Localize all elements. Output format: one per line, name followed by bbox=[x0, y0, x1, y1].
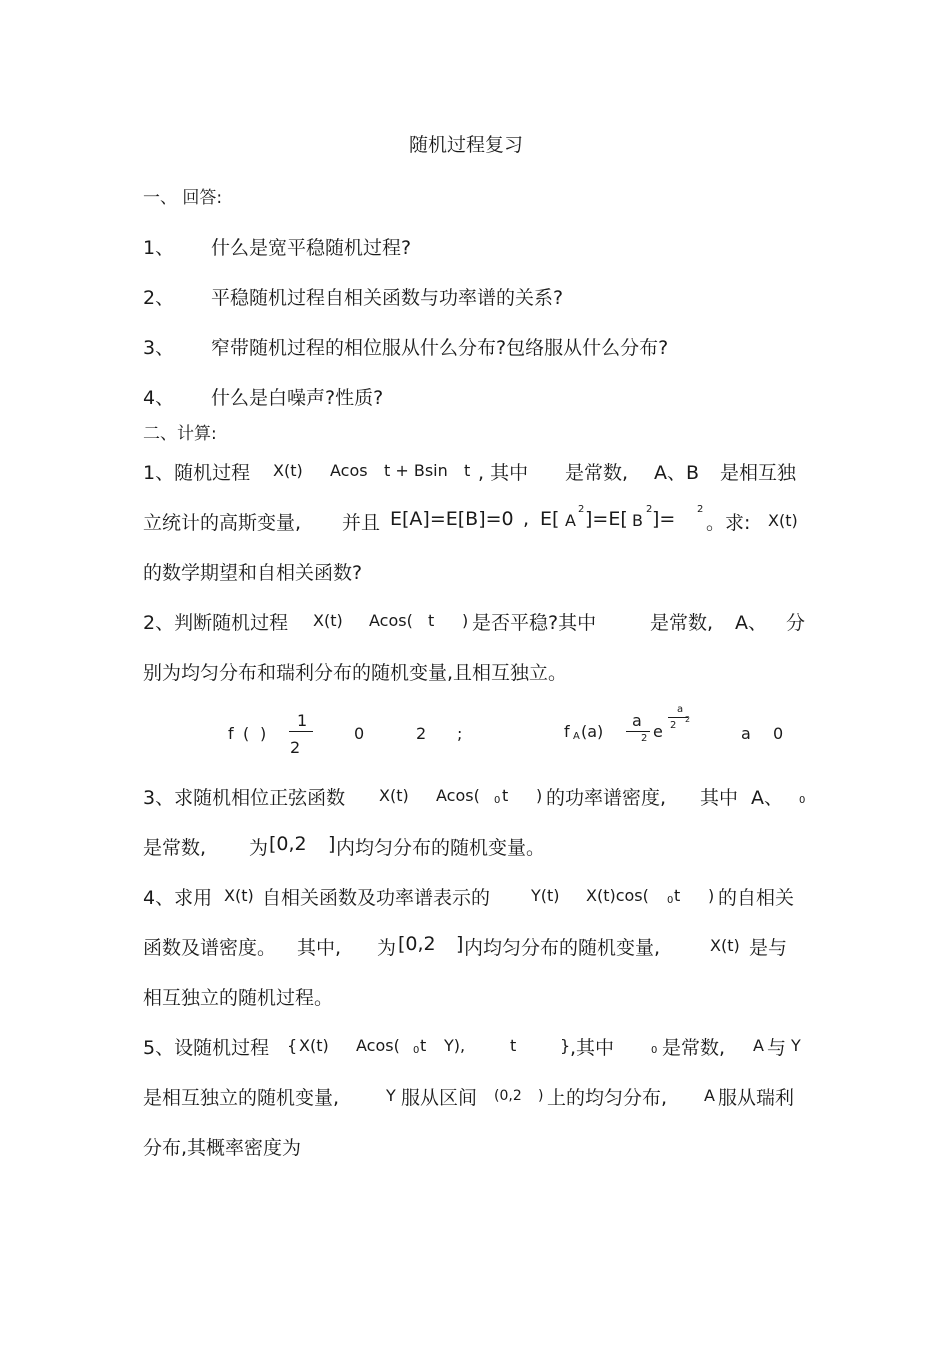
q1-number: 1、 bbox=[143, 237, 175, 259]
p5-line1-k: 0 bbox=[651, 1045, 658, 1056]
p4-line2-f: 内均匀分布的随机变量, bbox=[464, 937, 661, 959]
p1-line2-n: X(t) bbox=[768, 511, 798, 530]
p4-line2-h: 是与 bbox=[749, 937, 788, 959]
p4-line2-e: ] bbox=[456, 933, 464, 955]
q4-text: 什么是白噪声?性质? bbox=[211, 387, 384, 409]
p5-line1-i: } bbox=[560, 1036, 571, 1055]
formula2-zero: 0 bbox=[773, 724, 784, 743]
p1-line1-a: 1、随机过程 bbox=[143, 462, 251, 484]
formula2-subscript: A bbox=[573, 731, 580, 742]
p5-line1-a: 5、设随机过程 bbox=[143, 1037, 270, 1059]
q1-text: 什么是宽平稳随机过程? bbox=[211, 237, 412, 259]
p1-line2-a: 立统计的高斯变量, bbox=[143, 512, 302, 534]
p1-line1-e: t bbox=[464, 461, 471, 480]
p1-line1-f: , 其中 bbox=[478, 462, 529, 484]
p1-line2-g: 2 bbox=[578, 504, 585, 515]
p3-line1-e: t bbox=[502, 786, 509, 805]
p1-line1-g: 是常数, bbox=[565, 462, 629, 484]
p1-line1-d: t + Bsin bbox=[384, 461, 448, 480]
p3-line1-i: A、 bbox=[751, 787, 783, 809]
q2-text: 平稳随机过程自相关函数与功率谱的关系? bbox=[211, 287, 564, 309]
p1-line2-d: , bbox=[523, 508, 530, 530]
p5-line1-g: Y), bbox=[444, 1036, 466, 1055]
p5-line2-c: 服从区间 bbox=[401, 1087, 478, 1109]
formula1-rparen: ) bbox=[260, 724, 267, 743]
p1-line3: 的数学期望和自相关函数? bbox=[143, 562, 363, 584]
p5-line1-m: A bbox=[753, 1036, 764, 1055]
p1-line2-k: ]= bbox=[652, 508, 676, 530]
p4-line1-a: 4、求用 bbox=[143, 887, 213, 909]
p3-line1-b: X(t) bbox=[379, 786, 409, 805]
formula2-f: f bbox=[564, 722, 570, 741]
formula2-exp-denominator-sup: 2 bbox=[685, 715, 691, 724]
p4-line1-f: 0 bbox=[667, 895, 674, 906]
p5-line2-d: (0,2 bbox=[494, 1088, 522, 1104]
p3-line2-d: ] bbox=[328, 833, 336, 855]
p1-line2-h: ]=E[ bbox=[585, 508, 628, 530]
p4-line1-i: 的自相关 bbox=[718, 887, 795, 909]
formula1-denominator: 2 bbox=[290, 738, 301, 757]
formula1-f: f bbox=[228, 724, 234, 743]
p4-line2-g: X(t) bbox=[710, 936, 740, 955]
formula1-numerator: 1 bbox=[297, 711, 308, 730]
p5-line1-d: Acos( bbox=[356, 1036, 400, 1055]
p3-line1-g: 的功率谱密度, bbox=[546, 787, 667, 809]
p1-line2-i: B bbox=[632, 511, 643, 530]
p4-line1-c: 自相关函数及功率谱表示的 bbox=[262, 887, 491, 909]
p2-line1-i: 分 bbox=[786, 612, 806, 634]
p2-line1-h: A、 bbox=[735, 612, 767, 634]
formula1-two: 2 bbox=[416, 724, 427, 743]
p4-line3: 相互独立的随机过程。 bbox=[143, 987, 334, 1009]
page-title: 随机过程复习 bbox=[409, 134, 524, 156]
formula2-fraction-bar bbox=[626, 731, 650, 732]
p5-line1-o: Y bbox=[791, 1036, 801, 1055]
p1-line1-h: A、B bbox=[654, 462, 700, 484]
p1-line2-f: A bbox=[565, 511, 576, 530]
p5-line2-b: Y bbox=[386, 1086, 396, 1105]
formula2-numerator: a bbox=[632, 711, 642, 730]
p1-line2-b: 并且 bbox=[342, 512, 381, 534]
p4-line1-d: Y(t) bbox=[531, 886, 560, 905]
formula2-a: a bbox=[741, 724, 751, 743]
p3-line1-c: Acos( bbox=[436, 786, 480, 805]
p1-line1-i: 是相互独 bbox=[720, 462, 797, 484]
p4-line1-g: t bbox=[674, 886, 681, 905]
p1-line2-e: E[ bbox=[540, 508, 560, 530]
p3-line1-f: ) bbox=[536, 786, 543, 805]
formula2-exp-numerator: a bbox=[677, 704, 684, 715]
p3-line2-c: [0,2 bbox=[269, 833, 307, 855]
formula2-exp-denominator: 2 bbox=[670, 720, 677, 731]
p5-line1-c: X(t) bbox=[299, 1036, 329, 1055]
formula1-semicolon: ; bbox=[457, 724, 463, 743]
p1-line1-c: Acos bbox=[330, 461, 368, 480]
p4-line2-a: 函数及谱密度。 bbox=[143, 937, 277, 959]
p5-line1-j: ,其中 bbox=[570, 1037, 615, 1059]
p1-line2-j: 2 bbox=[646, 504, 653, 515]
p2-line1-a: 2、判断随机过程 bbox=[143, 612, 289, 634]
p2-line1-f: 是否平稳?其中 bbox=[472, 612, 597, 634]
p5-line1-b: { bbox=[287, 1036, 298, 1055]
p5-line1-e: 0 bbox=[413, 1045, 420, 1056]
p4-line2-b: 其中, bbox=[297, 937, 342, 959]
p3-line1-h: 其中 bbox=[700, 787, 739, 809]
formula2-denominator: 2 bbox=[641, 733, 648, 744]
p4-line1-e: X(t)cos( bbox=[586, 886, 649, 905]
p2-line1-b: X(t) bbox=[313, 611, 343, 630]
q2-number: 2、 bbox=[143, 287, 175, 309]
q4-number: 4、 bbox=[143, 387, 175, 409]
p5-line2-g: A bbox=[704, 1086, 715, 1105]
p5-line3: 分布,其概率密度为 bbox=[143, 1137, 302, 1159]
p2-line1-c: Acos( bbox=[369, 611, 413, 630]
section2-heading: 二、计算: bbox=[143, 424, 217, 444]
p5-line2-a: 是相互独立的随机变量, bbox=[143, 1087, 340, 1109]
p2-line1-d: t bbox=[428, 611, 435, 630]
section1-heading: 一、 回答: bbox=[143, 188, 223, 208]
formula2-e: e bbox=[653, 722, 663, 741]
p3-line1-a: 3、求随机相位正弦函数 bbox=[143, 787, 346, 809]
p4-line2-d: [0,2 bbox=[398, 933, 436, 955]
formula2-arg: (a) bbox=[581, 722, 604, 741]
formula1-lparen: ( bbox=[243, 724, 250, 743]
p3-line2-a: 是常数, bbox=[143, 837, 207, 859]
p5-line1-f: t bbox=[420, 1036, 427, 1055]
p4-line2-c: 为 bbox=[377, 937, 397, 959]
p5-line1-n: 与 bbox=[767, 1037, 787, 1059]
p1-line2-m: 。求: bbox=[706, 512, 751, 534]
p2-line1-e: ) bbox=[462, 611, 469, 630]
p5-line2-h: 服从瑞利 bbox=[718, 1087, 795, 1109]
p3-line2-b: 为 bbox=[249, 837, 269, 859]
formula1-fraction-bar bbox=[289, 731, 313, 732]
p3-line1-j: 0 bbox=[799, 795, 806, 806]
q3-number: 3、 bbox=[143, 337, 175, 359]
p5-line1-l: 是常数, bbox=[662, 1037, 726, 1059]
p1-line2-l: 2 bbox=[697, 504, 704, 515]
p5-line2-f: 上的均匀分布, bbox=[547, 1087, 668, 1109]
formula1-zero: 0 bbox=[354, 724, 365, 743]
p3-line2-e: 内均匀分布的随机变量。 bbox=[336, 837, 546, 859]
p2-line2: 别为均匀分布和瑞利分布的随机变量,且相互独立。 bbox=[143, 662, 568, 684]
p4-line1-h: ) bbox=[708, 886, 715, 905]
p5-line2-e: ) bbox=[538, 1088, 544, 1104]
p1-line2-c: E[A]=E[B]=0 bbox=[390, 508, 514, 530]
p5-line1-h: t bbox=[510, 1036, 517, 1055]
q3-text: 窄带随机过程的相位服从什么分布?包络服从什么分布? bbox=[211, 337, 669, 359]
p3-line1-d: 0 bbox=[494, 795, 501, 806]
p2-line1-g: 是常数, bbox=[650, 612, 714, 634]
p1-line1-b: X(t) bbox=[273, 461, 303, 480]
p4-line1-b: X(t) bbox=[224, 886, 254, 905]
